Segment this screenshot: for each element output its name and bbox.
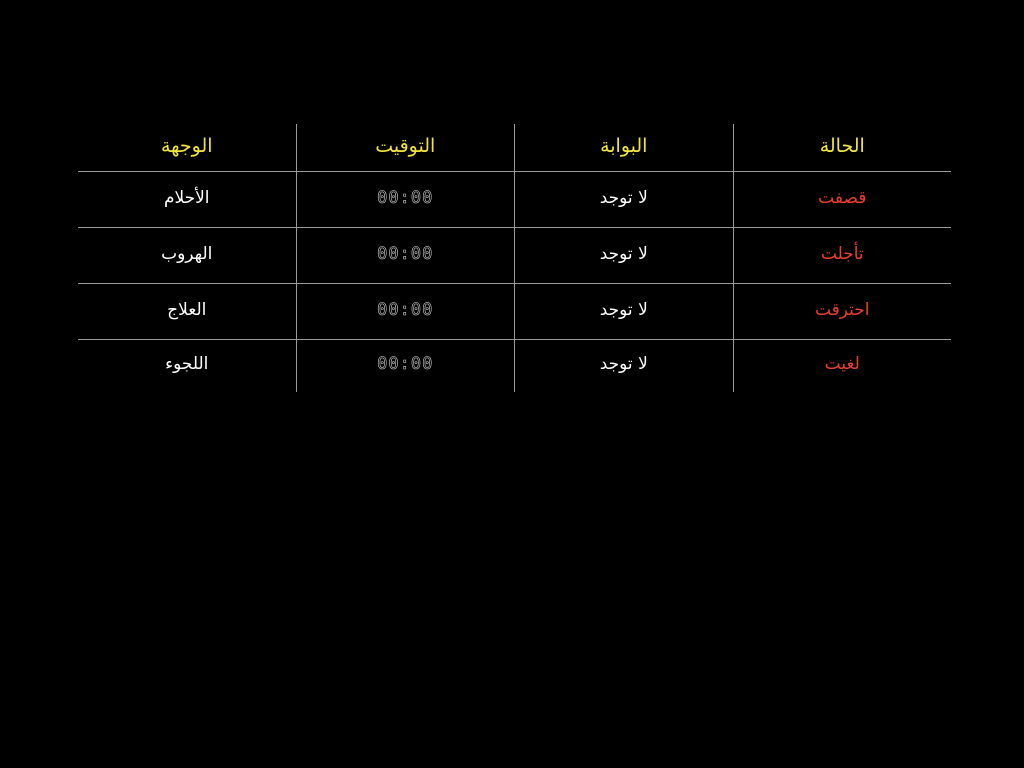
header-destination — [78, 124, 296, 172]
status-value: لغيت — [824, 354, 860, 374]
destination-value: اللجوء — [165, 354, 209, 374]
time-cell — [296, 172, 515, 228]
status-value: تأجلت — [820, 243, 864, 264]
header-row — [78, 124, 951, 172]
status-cell — [733, 340, 951, 393]
time-value: 00:00 — [377, 354, 434, 374]
header-status-label: الحالة — [819, 134, 865, 157]
status-value: احترقت — [814, 299, 870, 320]
table-row — [78, 284, 951, 340]
status-cell — [733, 228, 951, 284]
time-value: 00:00 — [377, 299, 434, 320]
gate-cell — [515, 284, 734, 340]
gate-cell — [515, 172, 734, 228]
gate-cell — [515, 228, 734, 284]
time-cell — [296, 340, 515, 393]
header-destination-label: الوجهة — [160, 134, 213, 157]
header-gate-label: البوابة — [600, 134, 648, 157]
destination-value: الهروب — [161, 243, 213, 264]
destination-cell — [78, 228, 296, 284]
time-cell — [296, 284, 515, 340]
departures-board — [78, 124, 951, 392]
table-row — [78, 340, 951, 393]
time-value: 00:00 — [377, 187, 434, 208]
destination-cell — [78, 284, 296, 340]
status-cell — [733, 284, 951, 340]
destination-cell — [78, 340, 296, 393]
table-row — [78, 172, 951, 228]
destination-cell — [78, 172, 296, 228]
destination-value: العلاج — [167, 299, 207, 320]
header-status — [733, 124, 951, 172]
time-cell — [296, 228, 515, 284]
header-time-label: التوقيت — [375, 134, 436, 157]
status-value: قصفت — [818, 187, 867, 208]
time-value: 00:00 — [377, 243, 434, 264]
status-cell — [733, 172, 951, 228]
gate-value: لا توجد — [599, 299, 648, 320]
gate-value: لا توجد — [599, 187, 648, 208]
gate-value: لا توجد — [599, 354, 648, 374]
gate-cell — [515, 340, 734, 393]
board-header — [78, 124, 951, 172]
header-gate — [515, 124, 734, 172]
board-body — [78, 172, 951, 393]
destination-value: الأحلام — [163, 187, 210, 208]
gate-value: لا توجد — [599, 243, 648, 264]
header-time — [296, 124, 515, 172]
table-row — [78, 228, 951, 284]
